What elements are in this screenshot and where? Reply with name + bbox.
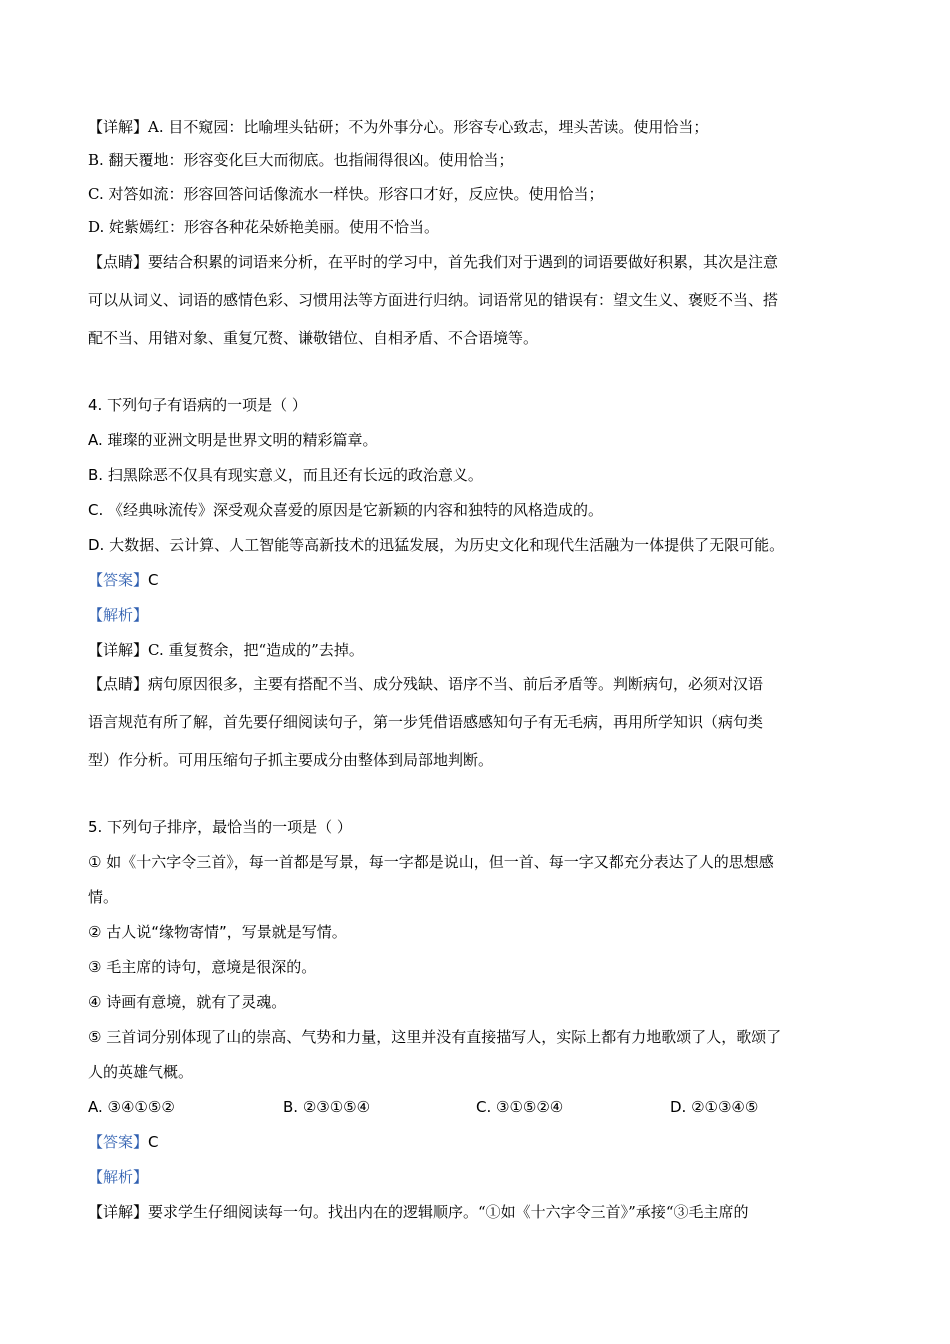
q5-answer [88,1131,868,1153]
q3-detail-c: C. 对答如流：形容回答问话像流水一样快。形容口才好，反应快。使用恰当； [88,185,604,203]
q5-sentence-1-a: ① 如《十六字令三首》，每一首都是写景，每一字都是说山，但一首、每一字又都充分表达了人的思想感 [88,853,774,871]
q4-point-line-1: 【点睛】病句原因很多，主要有搭配不当、成分残缺、语序不当、前后矛盾等。判断病句，必须对汉语 [88,675,764,693]
q5-option-b: B. ②③①⑤④ [283,1098,371,1116]
q5-option-c: C. ③①⑤②④ [476,1098,564,1116]
q4-option-a: A. 璀璨的亚洲文明是世界文明的精彩篇章。 [88,431,378,449]
q4-option-b: B. 扫黑除恶不仅具有现实意义，而且还有长远的政治意义。 [88,466,483,484]
q3-detail-b: B. 翻天覆地：形容变化巨大而彻底。也指闹得很凶。使用恰当； [88,151,514,169]
q5-option-d: D. ②①③④⑤ [670,1098,759,1116]
q4-detail: 【详解】C. 重复赘余，把“造成的”去掉。 [88,641,364,659]
q5-sentence-4: ④ 诗画有意境，就有了灵魂。 [88,993,287,1011]
q4-option-d: D. 大数据、云计算、人工智能等高新技术的迅猛发展，为历史文化和现代生活融为一体提供了无限可能。 [88,536,785,554]
q4-point-line-2: 语言规范有所了解，首先要仔细阅读句子，第一步凭借语感感知句子有无毛病，再用所学知识（病句类 [88,713,764,731]
q5-detail: 【详解】要求学生仔细阅读每一句。找出内在的逻辑顺序。“①如《十六字令三首》”承接“③毛主席的 [88,1203,749,1221]
q4-option-c: C. 《经典咏流传》深受观众喜爱的原因是它新颖的内容和独特的风格造成的。 [88,501,604,519]
q4-analysis-tag: 【解析】 [88,606,149,624]
q5-sentence-5-b: 人的英雄气概。 [88,1063,194,1081]
q5-answer-value: C [148,1133,159,1151]
q5-stem: 5. 下列句子排序，最恰当的一项是（ ） [88,818,352,836]
q4-answer [88,569,868,591]
q5-analysis-tag: 【解析】 [88,1168,149,1186]
q3-detail-a: 【详解】A. 目不窥园：比喻埋头钻研；不为外事分心。形容专心致志，埋头苦读。使用恰当； [88,118,709,136]
q4-stem: 4. 下列句子有语病的一项是（ ） [88,396,307,414]
q5-sentence-5-a: ⑤ 三首词分别体现了山的崇高、气势和力量，这里并没有直接描写人，实际上都有力地歌颂了人，歌颂了 [88,1028,782,1046]
q3-detail-d: D. 姹紫嫣红：形容各种花朵娇艳美丽。使用不恰当。 [88,218,440,236]
q5-answer-tag: 【答案】 [88,1133,149,1151]
q3-point-line-2: 可以从词义、词语的感情色彩、习惯用法等方面进行归纳。词语常见的错误有：望文生义、褒贬不当、搭 [88,291,779,309]
q5-option-a: A. ③④①⑤② [88,1098,175,1116]
q5-sentence-2: ② 古人说“缘物寄情”，写景就是写情。 [88,923,347,941]
q3-point-line-1: 【点睛】要结合积累的词语来分析，在平时的学习中，首先我们对于遇到的词语要做好积累，其次是注意 [88,253,779,271]
q3-point-line-3: 配不当、用错对象、重复冗赘、谦敬错位、自相矛盾、不合语境等。 [88,329,539,347]
q5-sentence-1-b: 情。 [88,888,119,906]
q4-answer-value: C [148,571,159,589]
q4-answer-tag: 【答案】 [88,571,149,589]
q5-sentence-3: ③ 毛主席的诗句，意境是很深的。 [88,958,317,976]
q4-point-line-3: 型）作分析。可用压缩句子抓主要成分由整体到局部地判断。 [88,751,494,769]
